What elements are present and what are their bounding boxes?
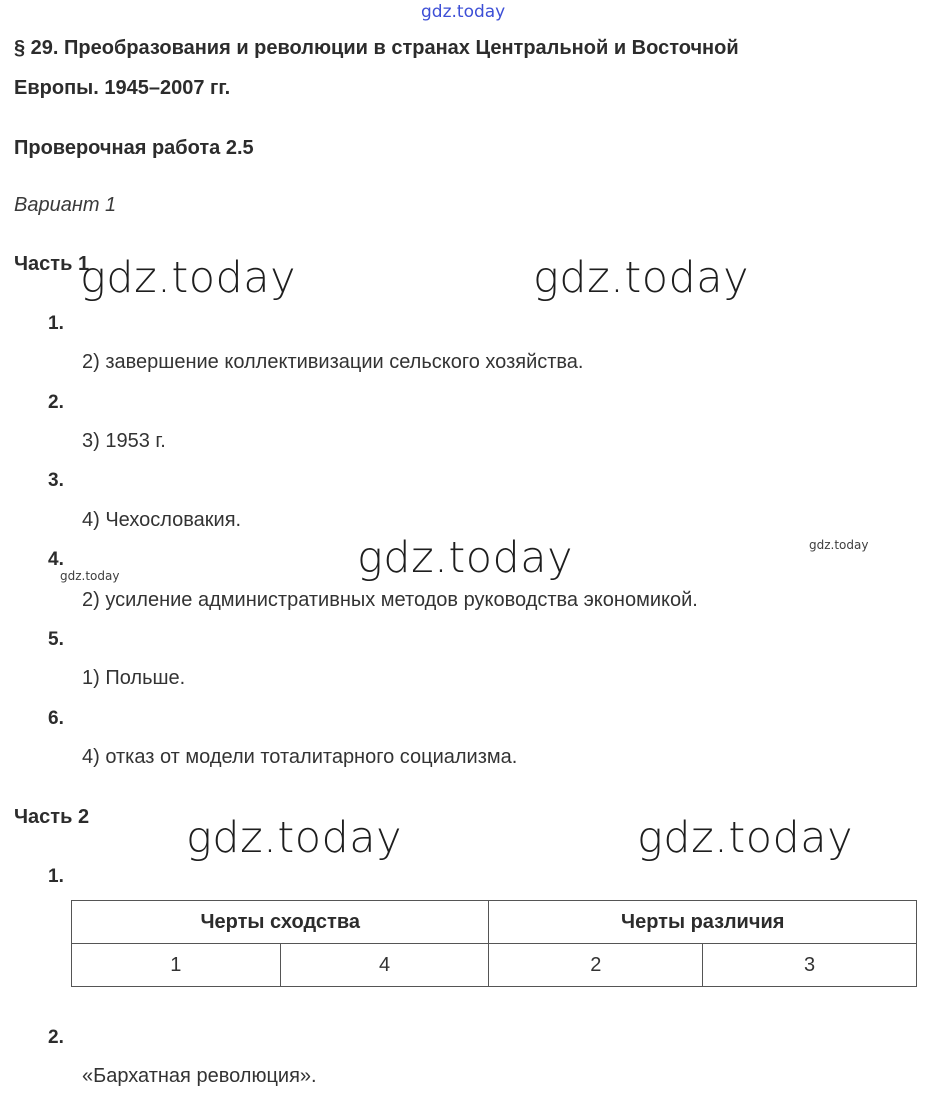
section-heading-line2: Европы. 1945–2007 гг. (14, 77, 231, 99)
watermark-large: gdz.today (637, 813, 854, 863)
part1-item-2-answer: 3) 1953 г. (82, 430, 166, 452)
part2-title: Часть 2 (14, 806, 90, 828)
comparison-table (71, 900, 917, 987)
table-cell: 2 (489, 944, 703, 987)
part1-item-2-number: 2. (48, 392, 64, 413)
table-row (72, 944, 917, 987)
part1-item-6-answer: 4) отказ от модели тоталитарного социализма. (82, 746, 518, 768)
watermark-large: gdz.today (533, 253, 750, 303)
part2-item-1-number: 1. (48, 866, 64, 887)
watermark-large: gdz.today (186, 813, 403, 863)
part1-item-6-number: 6. (48, 708, 64, 729)
part2-item-2-answer: «Бархатная революция». (82, 1065, 317, 1087)
part1-item-3-answer: 4) Чехословакия. (82, 509, 242, 531)
header-differences: Черты различия (489, 901, 917, 944)
header-similarities: Черты сходства (72, 901, 489, 944)
variant-label: Вариант 1 (14, 194, 117, 216)
part1-item-4-number: 4. (48, 549, 64, 570)
top-watermark: gdz.today (421, 2, 506, 22)
part1-item-3-number: 3. (48, 470, 64, 491)
table-cell: 1 (72, 944, 281, 987)
work-title: Проверочная работа 2.5 (14, 137, 254, 159)
section-heading-line1: § 29. Преобразования и революции в странах Центральной и Восточной (14, 37, 739, 59)
part1-item-5-answer: 1) Польше. (82, 667, 186, 689)
part1-item-1-answer: 2) завершение коллективизации сельского хозяйства. (82, 351, 584, 373)
watermark-large: gdz.today (357, 533, 574, 583)
watermark-small: gdz.today (809, 538, 869, 552)
watermark-large: gdz.today (80, 253, 297, 303)
part1-item-4-answer: 2) усиление административных методов руководства экономикой. (82, 589, 698, 611)
table-cell: 3 (703, 944, 917, 987)
part2-item-2-number: 2. (48, 1027, 64, 1048)
part1-item-5-number: 5. (48, 629, 64, 650)
part1-item-1-number: 1. (48, 313, 64, 334)
table-header-row (72, 901, 917, 944)
table-cell: 4 (280, 944, 489, 987)
part1-title: Часть 1 (14, 253, 90, 275)
watermark-small: gdz.today (60, 569, 120, 583)
